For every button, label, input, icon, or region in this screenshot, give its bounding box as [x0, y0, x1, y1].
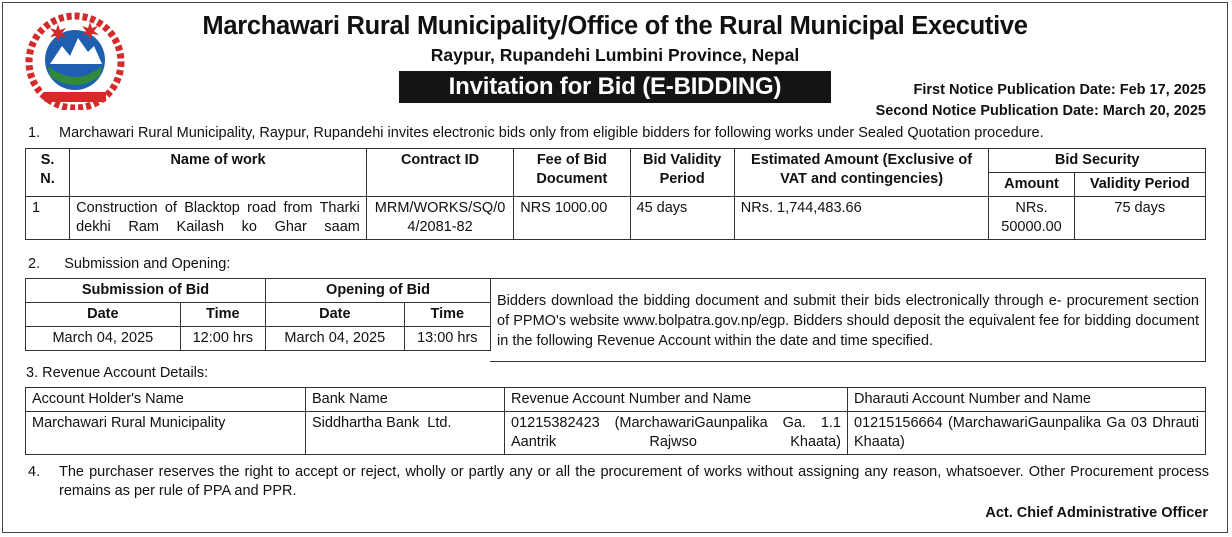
header-sn: S. N.: [26, 149, 70, 197]
page-title: Marchawari Rural Municipality/Office of the Rural Municipal Executive: [202, 12, 1028, 40]
header-opening: Opening of Bid: [266, 279, 491, 303]
header-security-validity: Validity Period: [1074, 173, 1205, 197]
cell-contract-id: MRM/WORKS/SQ/04/2081-82: [366, 197, 513, 240]
table-row: [26, 412, 1206, 455]
section-3-title: 3. Revenue Account Details:: [26, 365, 209, 381]
header-bank-name: Bank Name: [306, 388, 505, 412]
cell-security-validity: 75 days: [1074, 197, 1205, 240]
cell-sn: 1: [26, 197, 70, 240]
cell-fee: NRS 1000.00: [514, 197, 630, 240]
cell-estimated-amount: NRs. 1,744,483.66: [734, 197, 989, 240]
section-4-text: The purchaser reserves the right to accept or reject, wholly or partly any or all the procurement of works without assigning any reason, whatsoever. Other Procurement process remains as per rule of PPA and PPR.: [59, 464, 1209, 499]
header-bid-security: Bid Security: [989, 149, 1206, 173]
header-bid-validity: Bid Validity Period: [630, 149, 734, 197]
header-revenue-account: Revenue Account Number and Name: [505, 388, 848, 412]
section-1-number: 1.: [28, 125, 41, 141]
cell-security-amount: NRs. 50000.00: [989, 197, 1074, 240]
header-opening-date: Date: [266, 303, 405, 327]
section-2-title: 2. Submission and Opening:: [28, 256, 231, 272]
table-row: [26, 197, 1206, 240]
header-opening-time: Time: [404, 303, 490, 327]
bid-instructions: Bidders download the bidding document and submit their bids electronically through e- procurement section of PPMO's website www.bolpatra.gov.np/egp. Bidders should deposit the equivalent fee for bidding document in the following Revenue Account within the date and time specified.: [497, 293, 1199, 349]
header-submission-time: Time: [180, 303, 265, 327]
header-account-holder: Account Holder's Name: [26, 388, 306, 412]
cell-name-of-work: Construction of Blacktop road from Tharki dekhi Ram Kailash ko Ghar saam: [70, 197, 367, 240]
cell-opening-date: March 04, 2025: [266, 327, 405, 351]
cell-bid-validity: 45 days: [630, 197, 734, 240]
header-name-of-work: Name of work: [70, 149, 367, 197]
header-fee: Fee of Bid Document: [514, 149, 630, 197]
header-submission: Submission of Bid: [26, 279, 266, 303]
first-notice-date: First Notice Publication Date: Feb 17, 2025: [913, 82, 1206, 98]
revenue-account-table: [25, 387, 1206, 455]
nepal-emblem-icon: [22, 10, 128, 110]
cell-submission-date: March 04, 2025: [26, 327, 181, 351]
header-estimated-amount: Estimated Amount (Exclusive of VAT and contingencies): [734, 149, 989, 197]
header-dharauti-account: Dharauti Account Number and Name: [848, 388, 1206, 412]
cell-submission-time: 12:00 hrs: [180, 327, 265, 351]
schedule-table: [25, 278, 491, 351]
signature-title: Act. Chief Administrative Officer: [985, 505, 1208, 521]
section-4-number: 4.: [28, 464, 41, 480]
cell-account-holder: Marchawari Rural Municipality: [26, 412, 306, 455]
header-contract-id: Contract ID: [366, 149, 513, 197]
second-notice-date: Second Notice Publication Date: March 20, 2025: [875, 103, 1206, 119]
section-1-text: Marchawari Rural Municipality, Raypur, Rupandehi invites electronic bids only from eligible bidders for following works under Sealed Quotation procedure.: [59, 125, 1044, 141]
cell-revenue-account: 01215382423 (MarchawariGaunpalika Ga. 1.1 Aantrik Rajwso Khaata): [505, 412, 848, 455]
invitation-banner: Invitation for Bid (E-BIDDING): [399, 71, 831, 103]
works-table: [25, 148, 1206, 240]
header-security-amount: Amount: [989, 173, 1074, 197]
office-address: Raypur, Rupandehi Lumbini Province, Nepal: [430, 45, 800, 65]
cell-bank-name: Siddhartha Bank Ltd.: [306, 412, 505, 455]
table-row: [26, 327, 491, 351]
header-submission-date: Date: [26, 303, 181, 327]
cell-dharauti-account: 01215156664 (MarchawariGaunpalika Ga 03 Dhrauti Khaata): [848, 412, 1206, 455]
cell-opening-time: 13:00 hrs: [404, 327, 490, 351]
